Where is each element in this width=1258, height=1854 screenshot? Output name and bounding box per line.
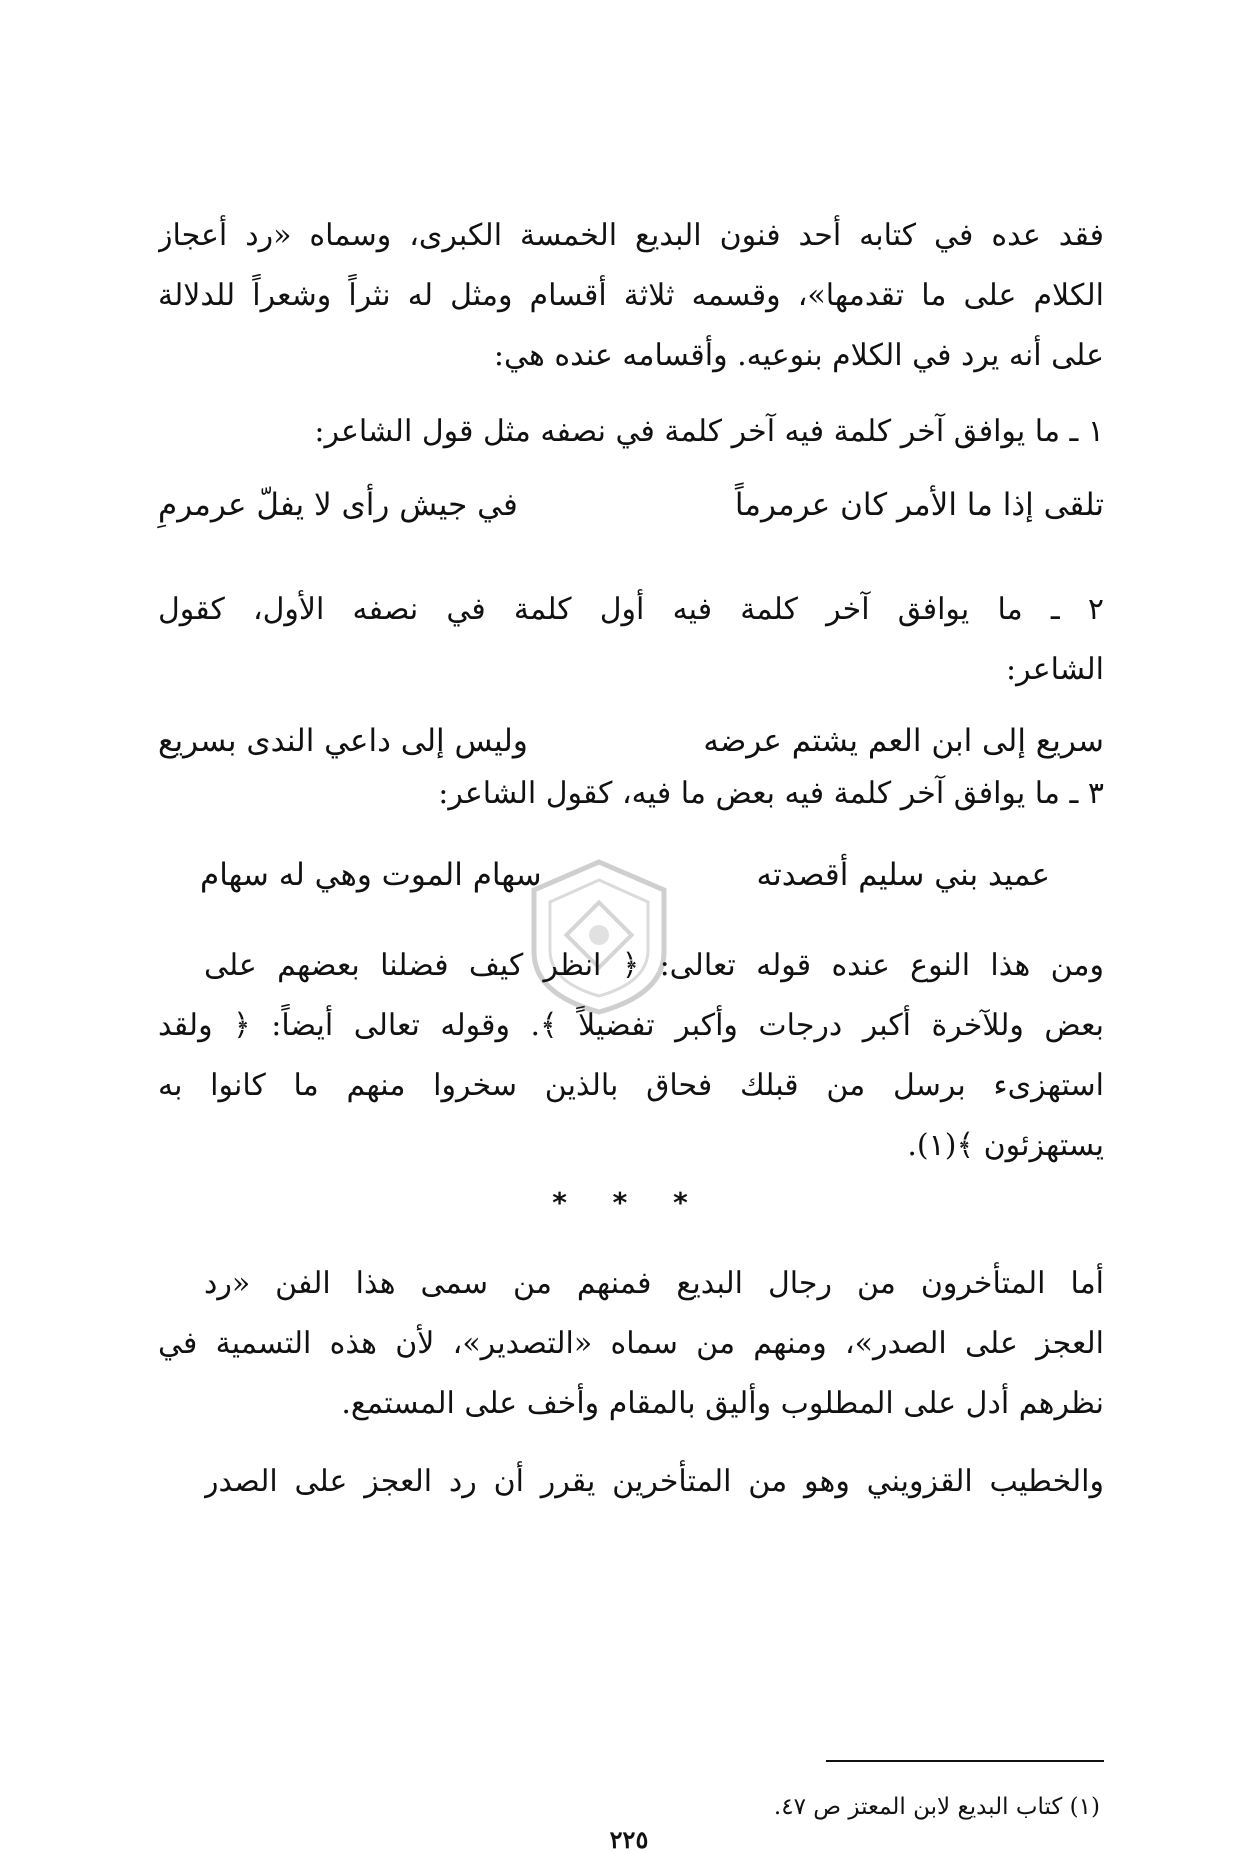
paragraph-2-line-3: استهزىء برسل من قبلك فحاق بالذين سخروا منهم ما كانوا به — [158, 1068, 1104, 1103]
paragraph-2-line-2: بعض وللآخرة أكبر درجات وأكبر تفضيلاً ﴾. وقوله تعالى أيضاً: ﴿ ولقد — [158, 1008, 1104, 1043]
paragraph-3-line-1: أما المتأخرون من رجال البديع فمنهم من سمى هذا الفن «رد — [204, 1266, 1104, 1301]
item-3: ٣ ـ ما يوافق آخر كلمة فيه بعض ما فيه، كقول الشاعر: — [438, 776, 1104, 811]
paragraph-2-line-4: يستهزئون ﴾(١). — [907, 1128, 1104, 1163]
book-page: فقد عده في كتابه أحد فنون البديع الخمسة الكبرى، وسماه «رد أعجاز الكلام على ما تقدمها»، وقسمه ثلاثة أقسام ومثل له نثراً وشعراً للدلالة على أنه يرد في الكلام بنوعيه. وأقسامه عنده هي: ١ ـ ما يوافق آخر كلمة فيه آخر كلمة في نصفه مثل قول الشاعر: تلقى إذا ما الأمر كان عرمرماً في جيش رأى لا يفلّ عرمرمِ ٢ ـ ما يوافق آخر كلمة فيه أول كلمة في نصفه الأول، كقول الشاعر: سريع إلى ابن العم يشتم عرضه وليس إلى داعي الندى بسريع ٣ ـ ما يوافق آخر كلمة فيه بعض ما فيه، كقول الشاعر: عميد بني سليم أقصدته سهام الموت وهي له سهام ومن هذا النوع عنده قوله تعالى: ﴿ انظر كيف فضلنا بعضهم على بعض وللآخرة أكبر درجات وأكبر تفضيلاً ﴾. وقوله تعالى أيضاً: ﴿ ولقد استهزىء برسل من قبلك فحاق بالذين سخروا منهم ما كانوا به يستهزئون ﴾(١). * * * أما المتأخرون من رجال البديع فمنهم من سمى هذا الفن «رد العجز على الصدر»، ومنهم من سماه «التصدير»، لأن هذه التسمية في نظرهم أدل على المطلوب وأليق بالمقام وأخف على المستمع. والخطيب القزويني وهو من المتأخرين يقرر أن رد العجز على الصدر (١) كتاب البديع لابن المعتز ص ٤٧. ٢٢٥ — [0, 0, 1258, 1852]
paragraph-1-line-1: فقد عده في كتابه أحد فنون البديع الخمسة الكبرى، وسماه «رد أعجاز — [158, 218, 1104, 253]
footnote-separator — [826, 1760, 1104, 1762]
footnote-1: (١) كتاب البديع لابن المعتز ص ٤٧. — [773, 1794, 1100, 1820]
verse-1-second-hemistich: في جيش رأى لا يفلّ عرمرمِ — [158, 487, 518, 523]
paragraph-3-line-3: نظرهم أدل على المطلوب وأليق بالمقام وأخف على المستمع. — [341, 1386, 1104, 1421]
paragraph-2-line-1: ومن هذا النوع عنده قوله تعالى: ﴿ انظر كيف فضلنا بعضهم على — [204, 948, 1104, 983]
item-2-line-1: ٢ ـ ما يوافق آخر كلمة فيه أول كلمة في نصفه الأول، كقول — [158, 592, 1104, 627]
section-separator-stars: * * * — [552, 1186, 706, 1219]
verse-2 — [158, 716, 1104, 766]
library-seal-watermark — [524, 856, 674, 1016]
verse-1-first-hemistich: تلقى إذا ما الأمر كان عرمرماً — [734, 487, 1104, 523]
paragraph-4-line-1: والخطيب القزويني وهو من المتأخرين يقرر أن رد العجز على الصدر — [204, 1464, 1104, 1499]
verse-2-first-hemistich: سريع إلى ابن العم يشتم عرضه — [703, 723, 1104, 759]
paragraph-1-line-3: على أنه يرد في الكلام بنوعيه. وأقسامه عنده هي: — [493, 338, 1104, 373]
verse-1 — [158, 480, 1104, 530]
paragraph-3-line-2: العجز على الصدر»، ومنهم من سماه «التصدير»، لأن هذه التسمية في — [158, 1326, 1104, 1361]
paragraph-1-line-2: الكلام على ما تقدمها»، وقسمه ثلاثة أقسام ومثل له نثراً وشعراً للدلالة — [158, 278, 1104, 313]
item-1: ١ ـ ما يوافق آخر كلمة فيه آخر كلمة في نصفه مثل قول الشاعر: — [314, 414, 1104, 449]
verse-3-first-hemistich: عميد بني سليم أقصدته — [756, 857, 1050, 893]
verse-3-second-hemistich: سهام الموت وهي له سهام — [200, 857, 542, 893]
verse-2-second-hemistich: وليس إلى داعي الندى بسريع — [158, 723, 528, 759]
item-2-line-2: الشاعر: — [1006, 652, 1104, 687]
